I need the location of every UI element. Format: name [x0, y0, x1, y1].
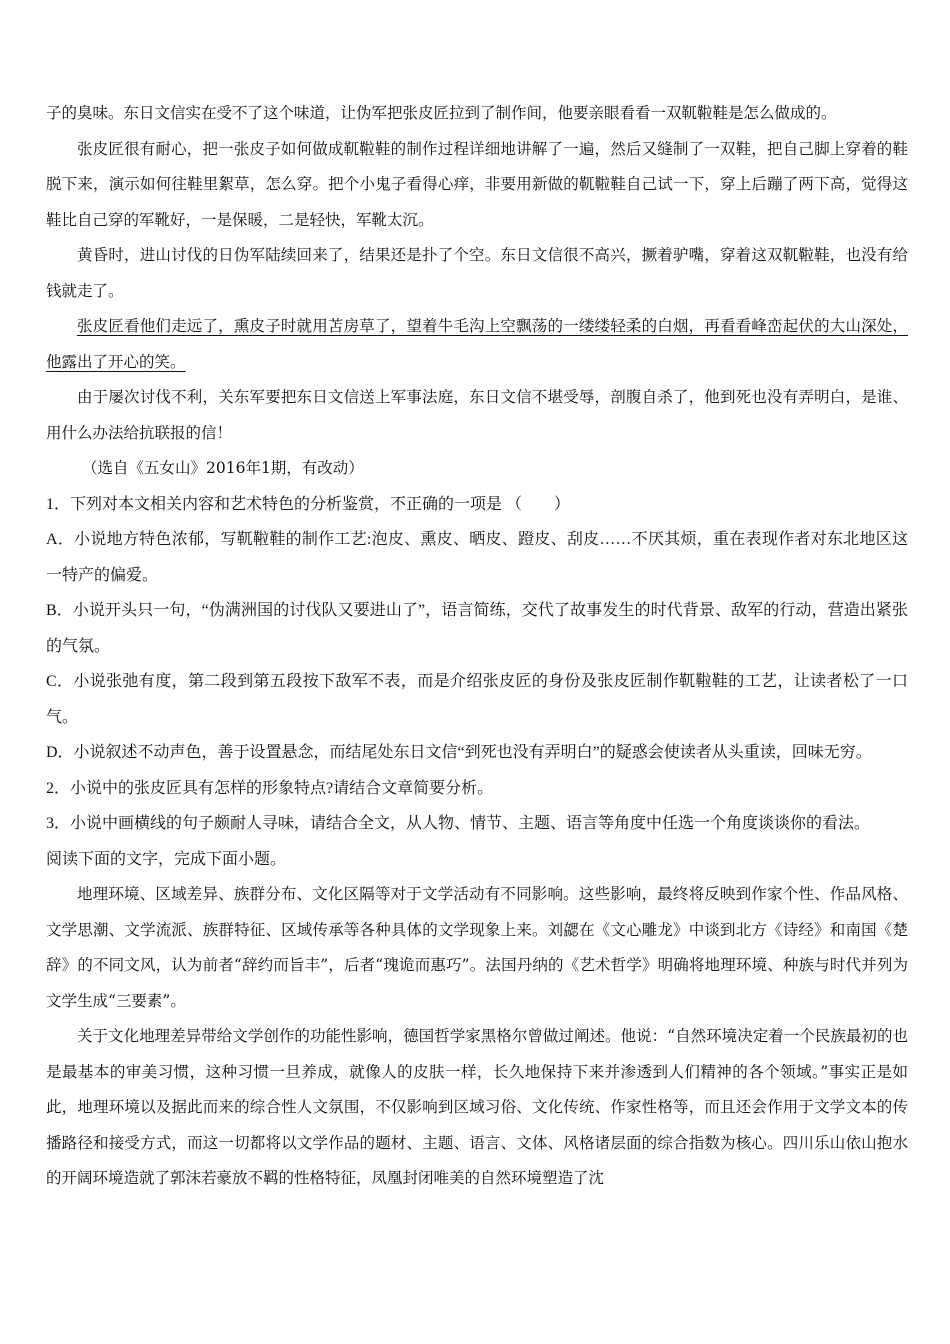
- question-3: 3．小说中画横线的句子颇耐人寻味，请结合全文，从人物、情节、主题、语言等角度中任选一个角度谈谈你的看法。: [46, 815, 871, 832]
- story-paragraph-2: 黄昏时，进山讨伐的日伪军陆续回来了，结果还是扑了个空。东日文信很不高兴，撅着驴嘴，穿着这双靰鞡鞋，也没有给钱就走了。: [46, 246, 908, 300]
- reading-instruction: 阅读下面的文字，完成下面小题。: [46, 850, 287, 868]
- underlined-sentence: 张皮匠看他们走远了，熏皮子时就用苫房草了，望着牛毛沟上空飘荡的一缕缕轻柔的白烟，再看看峰峦起伏的大山深处，他露出了开心的笑。: [46, 317, 908, 371]
- story-paragraph-underlined: [46, 309, 908, 380]
- page-content: [46, 96, 908, 1197]
- option-c: C．小说张弛有度，第二段到第五段按下敌军不表，而是介绍张皮匠的身份及张皮匠制作靰鞡鞋的工艺，让读者松了一口气。: [46, 673, 908, 726]
- story-paragraph-0: 子的臭味。东日文信实在受不了这个味道，让伪军把张皮匠拉到了制作间，他要亲眼看看一双靰鞡鞋是怎么做成的。: [46, 104, 837, 122]
- essay-paragraph-2: 关于文化地理差异带给文学创作的功能性影响，德国哲学家黑格尔曾做过阐述。他说：“自然环境决定着一个民族最初的也是最基本的审美习惯，这种习惯一旦养成，就像人的皮肤一样，长久地保持下来并渗透到人们精神的各个领域。”事实正是如此，地理环境以及据此而来的综合性人文氛围，不仅影响到区域习俗、文化传统、作家性格等，而且还会作用于文学文本的传播路径和接受方式，而这一切都将以文学作品的题材、主题、语言、文体、风格诸层面的综合指数为核心。四川乐山依山抱水的开阔环境造就了郭沫若豪放不羁的性格特征，凤凰封闭唯美的自然环境塑造了沈: [46, 1027, 908, 1187]
- essay-paragraph-1: 地理环境、区域差异、族群分布、文化区隔等对于文学活动有不同影响。这些影响，最终将反映到作家个性、作品风格、文学思潮、文学流派、族群特征、区域传承等各种具体的文学现象上来。刘勰在《文心雕龙》中谈到北方《诗经》和南国《楚辞》的不同文风，认为前者“辞约而旨丰”，后者“瑰诡而惠巧”。法国丹纳的《艺术哲学》明确将地理环境、种族与时代并列为文学生成“三要素”。: [46, 885, 908, 1010]
- story-source: （选自《五女山》2016年1期，有改动）: [82, 459, 364, 477]
- option-b: B．小说开头只一句，“伪满洲国的讨伐队又要进山了”，语言简练，交代了故事发生的时代背景、敌军的行动，营造出紧张的气氛。: [46, 602, 908, 655]
- story-paragraph-1: 张皮匠很有耐心，把一张皮子如何做成靰鞡鞋的制作过程详细地讲解了一遍，然后又缝制了一双鞋，把自己脚上穿着的鞋脱下来，演示如何往鞋里絮草，怎么穿。把个小鬼子看得心痒，非要用新做的靰鞡鞋自己试一下，穿上后蹦了两下高，觉得这鞋比自己穿的军靴好，一是保暖，二是轻快，军靴太沉。: [46, 139, 908, 229]
- story-paragraph-4: 由于屡次讨伐不利，关东军要把东日文信送上军事法庭，东日文信不堪受辱，剖腹自杀了，他到死也没有弄明白，是谁、用什么办法给抗联报的信！: [46, 388, 908, 442]
- question-1: 1．下列对本文相关内容和艺术特色的分析鉴赏，不正确的一项是 （ ）: [46, 495, 571, 513]
- option-d: D．小说叙述不动声色，善于设置悬念，而结尾处东日文信“到死也没有弄明白”的疑惑会使读者从头重读，回味无穷。: [46, 744, 872, 761]
- question-2: 2．小说中的张皮匠具有怎样的形象特点?请结合文章简要分析。: [46, 779, 494, 797]
- option-a: A．小说地方特色浓郁，写靰鞡鞋的制作工艺:泡皮、熏皮、晒皮、蹬皮、刮皮……不厌其烦，重在表现作者对东北地区这一特产的偏爱。: [46, 531, 908, 584]
